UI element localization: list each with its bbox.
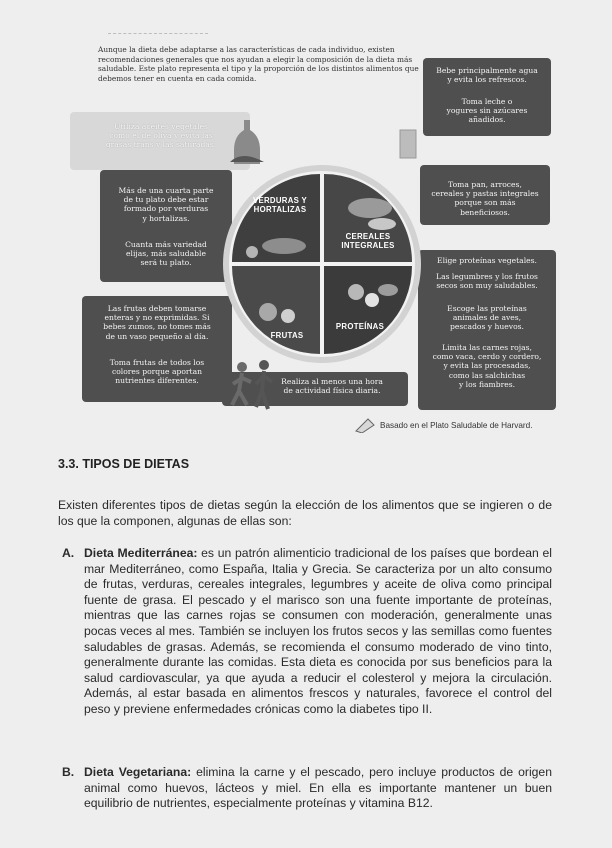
protein-tip-4: Limita las carnes rojas, como vaca, cerdo y cordero, y evita las procesadas, como las salchichas y los fiambres. [432, 343, 542, 389]
protein-tip-3: Escoge las proteínas animales de aves, pescados y huevos. [447, 304, 527, 332]
fruit-tip-1: Las frutas deben tomarse enteras y no exprimidas. Si bebes zumos, no tomes más de un vaso pequeño al día. [103, 304, 211, 341]
item-a-letter: A. [62, 546, 75, 560]
infographic-intro: Aunque la dieta debe adaptarse a las características de cada individuo, existen recomendaciones generales que nos ayudan a elegir la composición de la dieta más saludable. Este plato representa el tipo y la proporción de los distintos alimentos que debemos tener en cuenta en cada comida. [98, 45, 419, 83]
plate-label-cereals: CEREALES INTEGRALES [341, 232, 395, 250]
oil-tip: Utiliza aceites vegetales como el de oliva y evita las grasas trans y las saturadas. [105, 122, 217, 150]
veg-tip-1: Más de una cuarta parte de tu plato debe estar formado por verduras y hortalizas. [118, 186, 214, 223]
cereals-tip: Toma pan, arroces, cereales y pastas integrales porque son más beneficiosos. [431, 180, 539, 217]
header-mark [108, 33, 208, 35]
section-title: 3.3. TIPOS DE DIETAS [58, 457, 190, 471]
item-a-text: es un patrón alimenticio tradicional de los países que bordean el mar Mediterráneo, como España, Italia y Grecia. Se caracteriza por un alto consumo de frutas, verduras, cereales integrales, legumbres y aceite de oliva como principal fuente de grasa. El pescado y el marisco son una fuente importante de proteínas, mientras que las carnes rojas se consumen con moderación, generalmente unas pocas veces al mes. También se incluyen los frutos secos y las semillas como fuentes saludables de grasas. Además, se recomienda el consumo moderado de vino tinto, generalmente durante las comidas. Esta dieta es conocida por sus beneficios para la salud cardiovascular, ya que ayuda a reducir el colesterol y mejora la circulación. Además, al estar basada en alimentos frescos y naturales, favorece el control del peso y previene enfermedades crónicas como la diabetes tipo II. [84, 546, 552, 716]
activity-tip: Realiza al menos una hora de actividad física diaria. [281, 377, 383, 396]
runners-icon [226, 358, 278, 422]
protein-tip-2: Las legumbres y los frutos secos son muy saludables. [436, 272, 538, 291]
plate-label-vegetables: VERDURAS Y HORTALIZAS [253, 196, 307, 214]
fruit-tip-2: Toma frutas de todos los colores porque aportan nutrientes diferentes. [109, 358, 205, 386]
item-a-body [84, 546, 552, 718]
source-note: Basado en el Plato Saludable de Harvard. [380, 421, 533, 430]
oil-bottle-icon [228, 118, 268, 168]
item-b-name: Dieta Vegetariana: [84, 765, 192, 779]
glass-icon [398, 128, 418, 160]
milk-tip: Toma leche o yogures sin azúcares añadidos. [446, 97, 528, 125]
protein-tip-1: Elige proteínas vegetales. [437, 256, 537, 265]
plate-label-proteins: PROTEÍNAS [335, 322, 385, 331]
plate-label-fruits: FRUTAS [270, 331, 304, 340]
water-tip: Bebe principalmente agua y evita los refrescos. [436, 66, 538, 85]
veg-tip-2: Cuanta más variedad elijas, más saludable será tu plato. [125, 240, 207, 268]
item-b-text: elimina la carne y el pescado, pero incluye productos de origen animal como huevos, lácteos y miel. En ella es importante mantener un buen equilibrio de nutrientes, especialmente proteínas y vitamina B12. [84, 765, 552, 811]
item-a-name: Dieta Mediterránea: [84, 546, 198, 560]
item-b-letter: B. [62, 765, 75, 779]
pencil-icon [354, 417, 376, 433]
item-b-body [84, 765, 552, 812]
section-intro: Existen diferentes tipos de dietas según la elección de los alimentos que se ingieren o de los que la componen, algunas de ellas son: [58, 498, 552, 528]
plate-proteins-quadrant [324, 266, 412, 354]
